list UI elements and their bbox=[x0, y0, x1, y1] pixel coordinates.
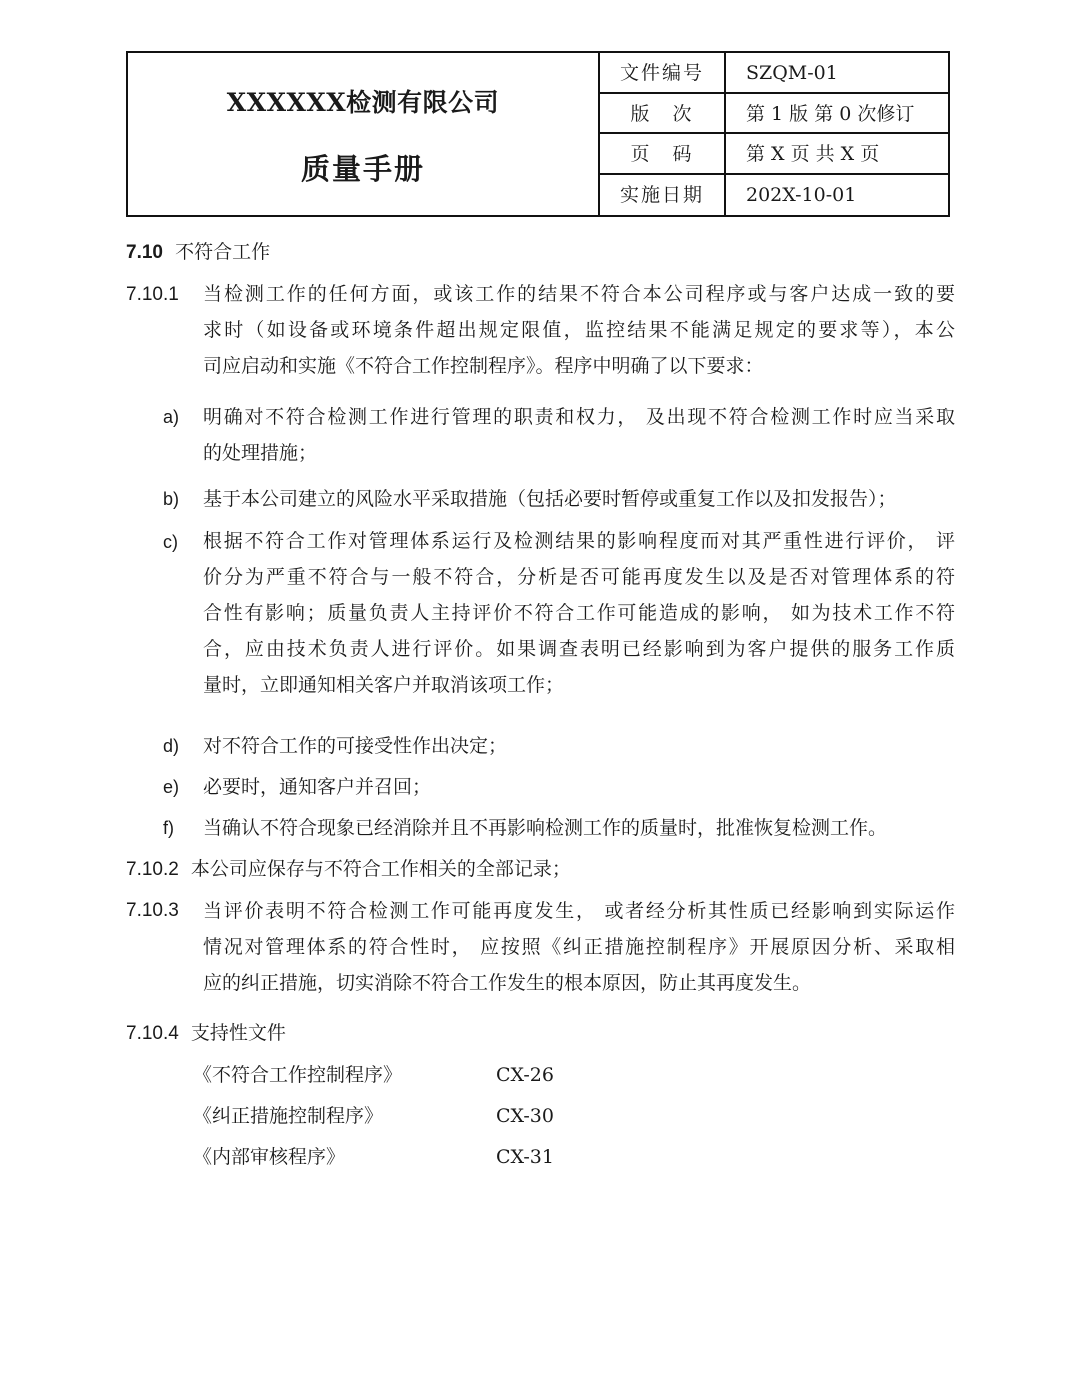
doc-name: 《纠正措施控制程序》 bbox=[193, 1105, 384, 1127]
clause-number: 7.10.2 bbox=[126, 859, 179, 880]
doc-name: 《不符合工作控制程序》 bbox=[193, 1064, 403, 1086]
list-item bbox=[203, 810, 955, 846]
paragraph-line: 明确对不符合检测工作进行管理的职责和权力， 及出现不符合检测工作时应当采取 bbox=[203, 406, 955, 428]
header-value: SZQM-01 bbox=[746, 62, 838, 84]
header-row-page bbox=[600, 134, 950, 175]
header-label: 实施日期 bbox=[600, 175, 726, 216]
company-name: XXXXXX检测有限公司 bbox=[226, 88, 500, 117]
header-title-cell bbox=[128, 53, 600, 215]
paragraph-line: 必要时，通知客户并召回； bbox=[203, 776, 432, 798]
clause-number: 7.10.4 bbox=[126, 1023, 179, 1044]
clause-paragraph bbox=[203, 893, 955, 1001]
clause-title: 支持性文件 bbox=[190, 1022, 286, 1044]
clause-number: 7.10.3 bbox=[126, 900, 179, 921]
header-value: 202X-10-01 bbox=[746, 183, 857, 206]
paragraph-line: 应的纠正措施，切实消除不符合工作发生的根本原因，防止其再度发生。 bbox=[203, 972, 812, 994]
paragraph-line: 的处理措施； bbox=[203, 442, 318, 464]
list-item bbox=[203, 523, 955, 703]
header-value: 第 1 版 第 0 次修订 bbox=[746, 102, 915, 125]
section-number: 7.10 bbox=[126, 242, 163, 263]
header-label: 页 码 bbox=[600, 134, 726, 173]
header-table bbox=[126, 51, 950, 217]
manual-title: 质量手册 bbox=[300, 152, 425, 186]
paragraph-line: 求时（如设备或环境条件超出规定限值，监控结果不能满足规定的要求等），本公 bbox=[203, 319, 955, 341]
list-item bbox=[203, 769, 955, 805]
list-item-label: b) bbox=[163, 489, 180, 509]
section-heading bbox=[126, 240, 270, 265]
paragraph-line: 合，应由技术负责人进行评价。如果调查表明已经影响到为客户提供的服务工作质 bbox=[203, 638, 955, 660]
header-row-effective-date bbox=[600, 175, 950, 216]
list-item bbox=[203, 481, 955, 517]
paragraph-line: 量时，立即通知相关客户并取消该项工作； bbox=[203, 674, 565, 696]
paragraph-line: 当检测工作的任何方面，或该工作的结果不符合本公司程序或与客户达成一致的要 bbox=[203, 283, 955, 305]
section-title: 不符合工作 bbox=[175, 241, 271, 263]
list-item bbox=[203, 728, 955, 764]
paragraph-line: 价分为严重不符合与一般不符合，分析是否可能再度发生以及是否对管理体系的符 bbox=[203, 566, 955, 588]
paragraph-line: 对不符合工作的可接受性作出决定； bbox=[203, 735, 508, 757]
header-value: 第 X 页 共 X 页 bbox=[746, 143, 880, 165]
paragraph-line: 基于本公司建立的风险水平采取措施（包括必要时暂停或重复工作以及扣发报告）； bbox=[203, 488, 897, 510]
list-item-label: e) bbox=[163, 777, 180, 797]
list-item-label: f) bbox=[163, 818, 174, 838]
clause-number: 7.10.1 bbox=[126, 284, 179, 305]
header-row-doc-number bbox=[600, 53, 950, 94]
list-item-label: d) bbox=[163, 736, 180, 756]
doc-name: 《内部审核程序》 bbox=[193, 1146, 346, 1168]
header-row-edition bbox=[600, 94, 950, 135]
clause-7-10-4 bbox=[126, 1021, 286, 1046]
list-item bbox=[203, 399, 955, 471]
header-label: 文件编号 bbox=[600, 53, 726, 92]
clause-7-10-2 bbox=[126, 857, 571, 882]
paragraph-line: 司应启动和实施《不符合工作控制程序》。程序中明确了以下要求： bbox=[203, 355, 764, 377]
doc-code: CX-26 bbox=[496, 1064, 554, 1086]
list-item-label: c) bbox=[163, 532, 178, 552]
doc-code: CX-30 bbox=[496, 1105, 554, 1127]
paragraph-line: 情况对管理体系的符合性时， 应按照《纠正措施控制程序》开展原因分析、采取相 bbox=[203, 936, 955, 958]
clause-text: 本公司应保存与不符合工作相关的全部记录； bbox=[190, 858, 571, 880]
header-label: 版 次 bbox=[600, 94, 726, 133]
paragraph-line: 当确认不符合现象已经消除并且不再影响检测工作的质量时，批准恢复检测工作。 bbox=[203, 817, 888, 839]
list-item-label: a) bbox=[163, 407, 180, 427]
paragraph-line: 根据不符合工作对管理体系运行及检测结果的影响程度而对其严重性进行评价， 评 bbox=[203, 530, 955, 552]
clause-paragraph bbox=[203, 276, 955, 384]
paragraph-line: 合性有影响；质量负责人主持评价不符合工作可能造成的影响， 如为技术工作不符 bbox=[203, 602, 955, 624]
doc-code: CX-31 bbox=[496, 1146, 554, 1168]
paragraph-line: 当评价表明不符合检测工作可能再度发生， 或者经分析其性质已经影响到实际运作 bbox=[203, 900, 955, 922]
